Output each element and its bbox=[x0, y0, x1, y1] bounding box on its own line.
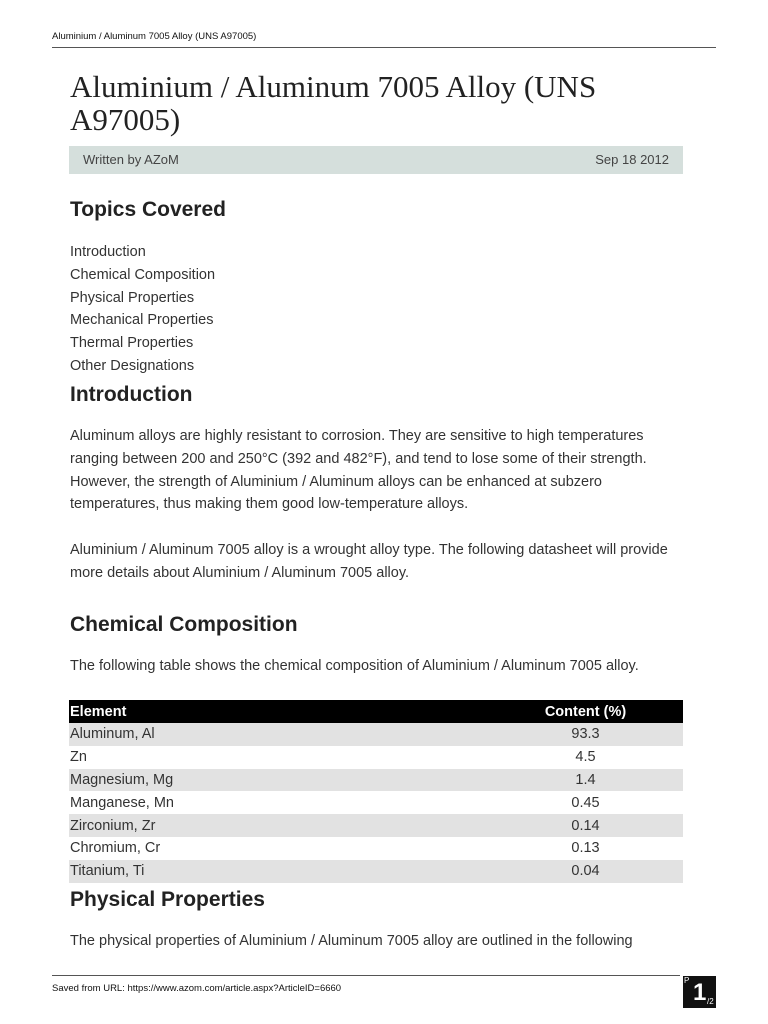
article-title: Aluminium / Aluminum 7005 Alloy (UNS A97005) bbox=[70, 69, 597, 137]
page-label: P bbox=[684, 976, 690, 985]
saved-from-url: Saved from URL: https://www.azom.com/article.aspx?ArticleID=6660 bbox=[52, 983, 342, 994]
table-row bbox=[69, 814, 683, 837]
topic-link-other-designations[interactable]: Other Designations bbox=[70, 357, 195, 374]
running-header-title: Aluminium / Aluminum 7005 Alloy (UNS A97005) bbox=[52, 31, 257, 42]
content-cell: 0.14 bbox=[488, 814, 683, 837]
table-row bbox=[69, 860, 683, 883]
element-cell: Manganese, Mn bbox=[70, 794, 174, 811]
element-cell: Chromium, Cr bbox=[70, 840, 161, 857]
content-cell: 1.4 bbox=[488, 769, 683, 792]
chemical-composition-intro: The following table shows the chemical composition of Aluminium / Aluminum 7005 alloy. bbox=[70, 658, 639, 674]
table-header-row bbox=[69, 700, 683, 723]
topic-link-physical-properties[interactable]: Physical Properties bbox=[70, 289, 195, 306]
table-row bbox=[69, 769, 683, 792]
topics-list bbox=[70, 241, 215, 378]
element-cell: Aluminum, Al bbox=[69, 723, 488, 746]
element-cell: Magnesium, Mg bbox=[69, 769, 488, 792]
byline-date: Sep 18 2012 bbox=[595, 152, 669, 167]
element-cell: Titanium, Ti bbox=[69, 860, 488, 883]
column-header-element: Element bbox=[69, 700, 488, 723]
byline-author: Written by AZoM bbox=[83, 152, 179, 167]
introduction-heading: Introduction bbox=[70, 383, 193, 406]
chemical-composition-heading: Chemical Composition bbox=[70, 613, 298, 636]
column-header-content: Content (%) bbox=[488, 700, 683, 723]
header-divider bbox=[52, 47, 716, 48]
page-total: /2 bbox=[707, 997, 714, 1006]
content-cell: 0.04 bbox=[488, 860, 683, 883]
topic-link-thermal-properties[interactable]: Thermal Properties bbox=[70, 335, 194, 352]
table-row bbox=[69, 791, 683, 814]
introduction-paragraph-2: Aluminium / Aluminum 7005 alloy is a wrought alloy type. The following datasheet will provide more details about Aluminium / Aluminum 7005 alloy. bbox=[70, 542, 668, 581]
topic-link-chemical-composition[interactable]: Chemical Composition bbox=[70, 266, 216, 283]
table-row bbox=[69, 746, 683, 769]
table-row bbox=[69, 837, 683, 860]
physical-properties-intro: The physical properties of Aluminium / Aluminum 7005 alloy are outlined in the following bbox=[70, 933, 633, 949]
topics-heading: Topics Covered bbox=[70, 198, 226, 221]
content-cell: 93.3 bbox=[488, 723, 683, 746]
topic-link-introduction[interactable]: Introduction bbox=[70, 244, 146, 260]
footer-divider bbox=[52, 975, 680, 976]
table-row bbox=[69, 723, 683, 746]
physical-properties-heading: Physical Properties bbox=[70, 888, 265, 911]
byline-bar bbox=[69, 146, 683, 174]
page-number-badge bbox=[683, 976, 716, 1008]
composition-table bbox=[69, 700, 683, 883]
introduction-paragraph-1: Aluminum alloys are highly resistant to corrosion. They are sensitive to high temperatures ranging between 200 and 250°C (392 and 482°F), and tend to lose some of their strength. However, the strength of Aluminium / Aluminum alloys can be enhanced at subzero temperatures, thus making them good low-temperature alloys. bbox=[70, 428, 647, 513]
content-cell: 0.13 bbox=[571, 840, 600, 857]
topic-link-mechanical-properties[interactable]: Mechanical Properties bbox=[70, 312, 214, 329]
content-cell: 0.45 bbox=[571, 794, 600, 811]
page-number: 1 bbox=[693, 979, 707, 1006]
content-cell: 4.5 bbox=[575, 749, 596, 766]
element-cell: Zirconium, Zr bbox=[69, 814, 488, 837]
element-cell: Zn bbox=[70, 749, 87, 766]
